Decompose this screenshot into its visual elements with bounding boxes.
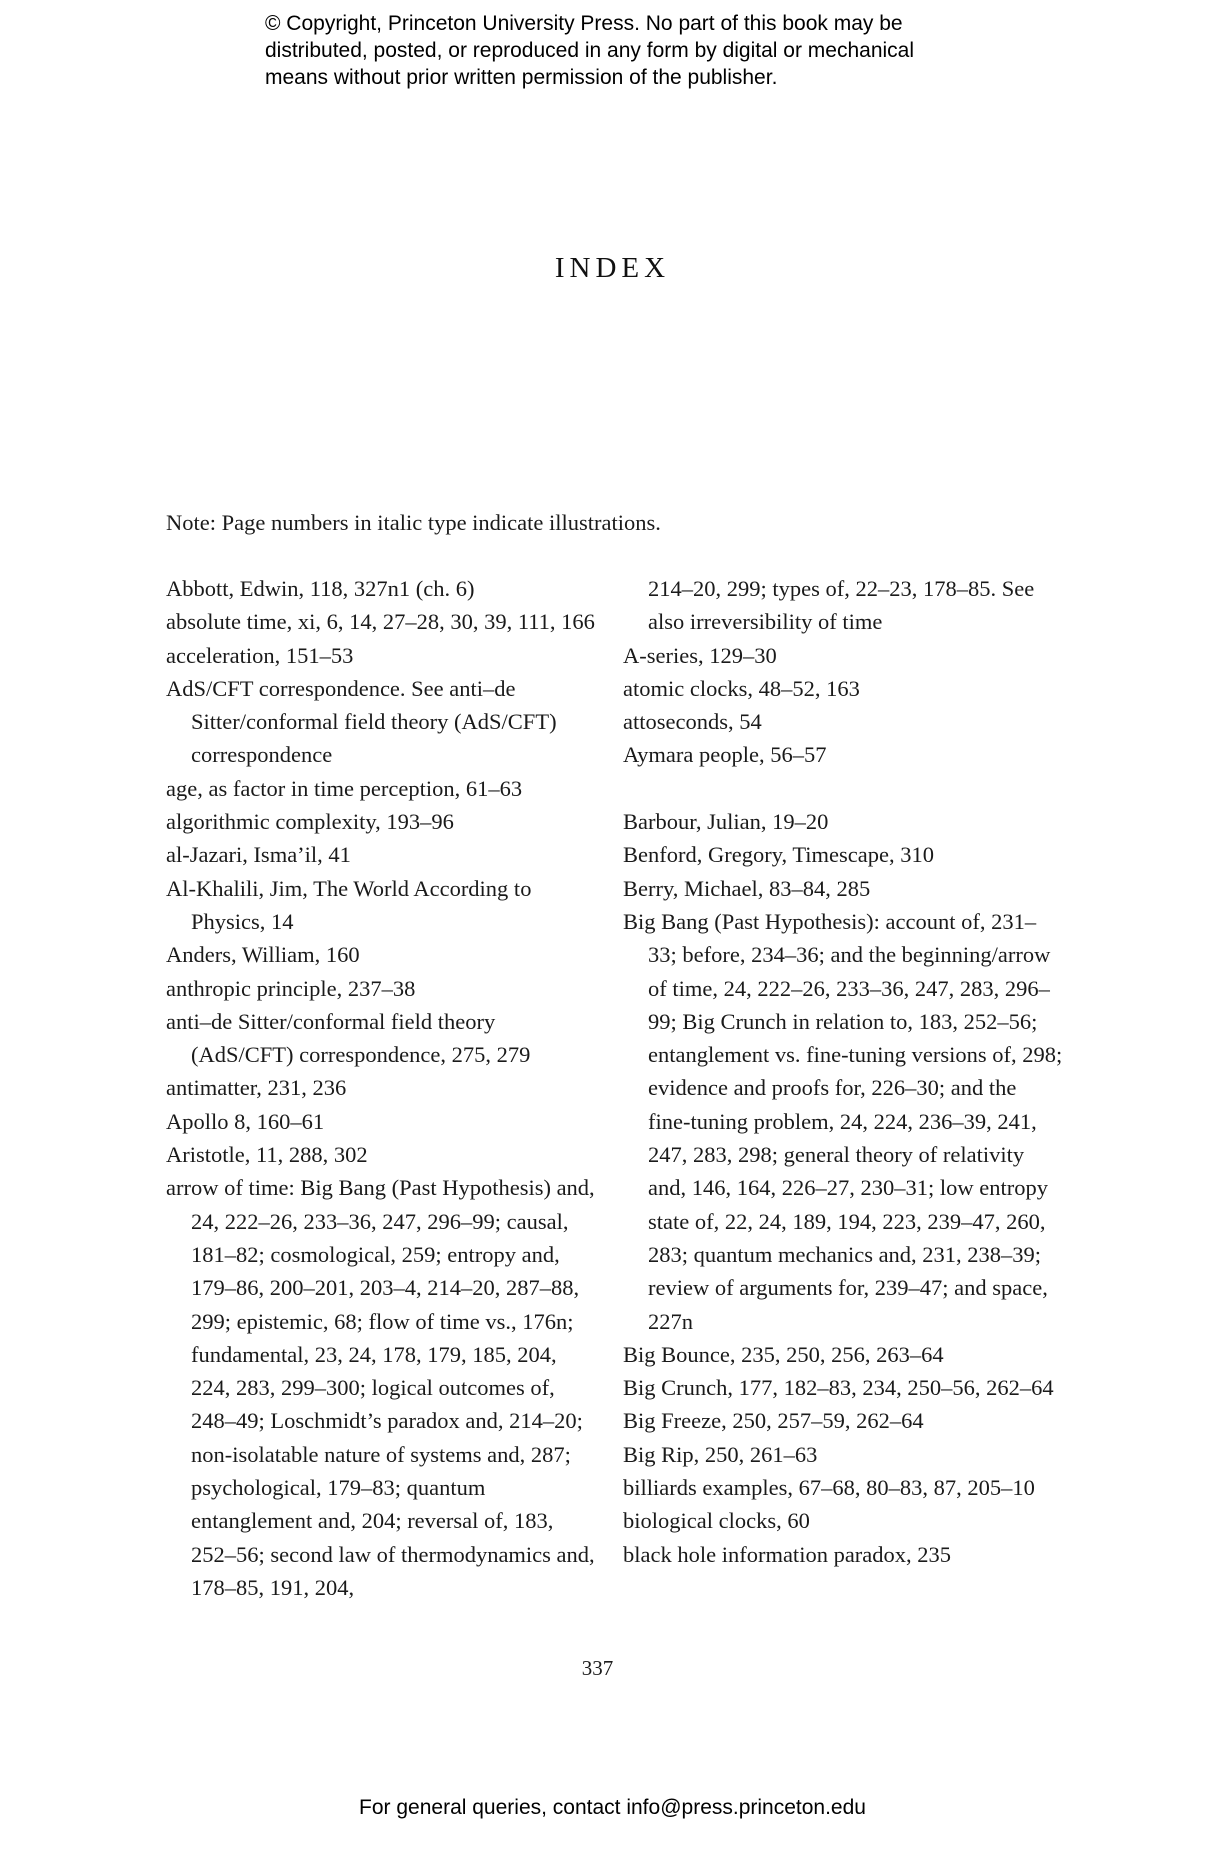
index-entry: acceleration, 151–53 xyxy=(166,642,354,668)
index-entry: absolute time, xi, 6, 14, 27–28, 30, 39, 111, 166 xyxy=(166,609,595,635)
index-entry: billiards examples, 67–68, 80–83, 87, 205–10 xyxy=(623,1475,1035,1501)
index-entry: Big Bounce, 235, 250, 256, 263–64 xyxy=(623,1341,944,1367)
index-entry: atomic clocks, 48–52, 163 xyxy=(623,675,860,701)
index-entry: al-Jazari, Isma’il, 41 xyxy=(166,842,351,868)
index-entry: Big Bang (Past Hypothesis): account of, 231–33; before, 234–36; and the beginning/arrow of time, 24, 222–26, 233–36, 247, 283, 296–99; Big Crunch in relation to, 183, 252–56; entanglement vs. fine-tuning versions of, 298; evidence and proofs for, 226–30; and the fine-tuning problem, 24, 224, 236–39, 241, 247, 283, 298; general theory of relativity and, 146, 164, 226–27, 230–31; low entropy state of, 22, 24, 189, 194, 223, 239–47, 260, 283; quantum mechanics and, 231, 238–39; review of arguments for, 239–47; and space, 227n xyxy=(623,908,1063,1334)
index-entry: AdS/CFT correspondence. See anti–de Sitter/conformal field theory (AdS/CFT) correspondence xyxy=(166,675,557,768)
copyright-notice xyxy=(265,10,1025,91)
index-entry: black hole information paradox, 235 xyxy=(623,1541,952,1567)
footer-contact: For general queries, contact info@press.princeton.edu xyxy=(359,1796,866,1819)
index-entry: Big Crunch, 177, 182–83, 234, 250–56, 262–64 xyxy=(623,1375,1054,1401)
letter-group-separator xyxy=(623,772,1063,805)
index-entry: Anders, William, 160 xyxy=(166,942,360,968)
index-entry: Berry, Michael, 83–84, 285 xyxy=(623,875,871,901)
copyright-line: means without prior written permission of the publisher. xyxy=(265,66,778,89)
index-entry: algorithmic complexity, 193–96 xyxy=(166,809,454,835)
index-entry: anthropic principle, 237–38 xyxy=(166,975,416,1001)
index-column-left xyxy=(166,572,596,1604)
index-entry: Barbour, Julian, 19–20 xyxy=(623,809,829,835)
page-number: 337 xyxy=(581,1656,614,1680)
index-entry: age, as factor in time perception, 61–63 xyxy=(166,775,523,801)
index-entry: Big Rip, 250, 261–63 xyxy=(623,1441,818,1467)
index-note: Note: Page numbers in italic type indicate illustrations. xyxy=(166,510,661,535)
index-entry: Al-Khalili, Jim, The World According to Physics, 14 xyxy=(166,875,532,934)
index-entry: antimatter, 231, 236 xyxy=(166,1075,347,1101)
index-entry: arrow of time: Big Bang (Past Hypothesis) and, 24, 222–26, 233–36, 247, 296–99; causal, 181–82; cosmological, 259; entropy and, 179–86, 200–201, 203–4, 214–20, 287–88, 299; epistemic, 68; flow of time vs., 176n; fundamental, 23, 24, 178, 179, 185, 204, 224, 283, 299–300; logical outcomes of, 248–49; Loschmidt’s paradox and, 214–20; non-isolatable nature of systems and, 287; psychological, 179–83; quantum entanglement and, 204; reversal of, 183, 252–56; second law of thermodynamics and, 178–85, 191, 204, xyxy=(166,1175,595,1600)
copyright-line: © Copyright, Princeton University Press. No part of this book may be xyxy=(265,12,903,35)
index-entry: attoseconds, 54 xyxy=(623,709,762,735)
index-entry: Abbott, Edwin, 118, 327n1 (ch. 6) xyxy=(166,576,475,601)
index-entry: Benford, Gregory, Timescape, 310 xyxy=(623,842,934,868)
index-entry: Aymara people, 56–57 xyxy=(623,742,827,768)
copyright-line: distributed, posted, or reproduced in any form by digital or mechanical xyxy=(265,39,915,62)
index-entry: A-series, 129–30 xyxy=(623,642,777,668)
index-entry: Apollo 8, 160–61 xyxy=(166,1108,325,1134)
index-entry: Aristotle, 11, 288, 302 xyxy=(166,1142,368,1168)
index-entry: anti–de Sitter/conformal field theory (AdS/CFT) correspondence, 275, 279 xyxy=(166,1008,531,1068)
index-entry: biological clocks, 60 xyxy=(623,1508,810,1534)
index-entry-continuation: 214–20, 299; types of, 22–23, 178–85. See also irreversibility of time xyxy=(648,576,1035,635)
index-entry: Big Freeze, 250, 257–59, 262–64 xyxy=(623,1408,924,1434)
page-title: INDEX xyxy=(554,252,671,284)
index-column-right xyxy=(623,572,1063,1571)
